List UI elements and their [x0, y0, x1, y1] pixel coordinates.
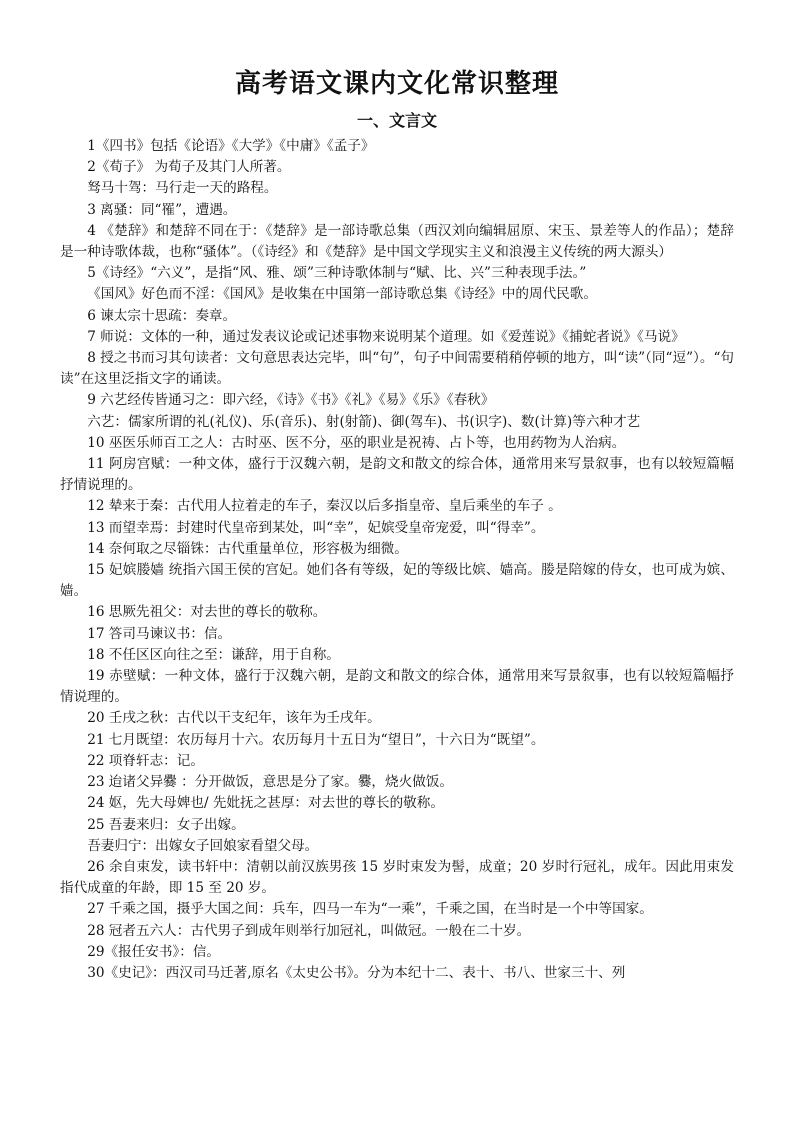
- paragraph: 21 七月既望：农历每月十六。农历每月十五日为“望日”，十六日为“既望”。: [87, 731, 545, 748]
- paragraph: 8 授之书而习其句读者：文句意思表达完毕，叫“句”，句子中间需要稍稍停顿的地方，叫“读”（同“逗”）。“句读”在这里泛指文字的诵读。: [60, 350, 734, 388]
- paragraph: 9 六艺经传皆通习之：即六经，《诗》《书》《礼》《易》《乐》《春秋》: [87, 392, 495, 409]
- paragraph: 11 阿房宫赋：一种文体，盛行于汉魏六朝，是韵文和散文的综合体，通常用来写景叙事，也有以较短篇幅抒情说理的。: [60, 456, 734, 494]
- page-title: 高考语文课内文化常识整理: [234, 69, 559, 99]
- paragraph: 15 妃嫔媵嫱 统指六国王侯的宫妃。她们各有等级，妃的等级比嫔、嫱高。媵是陪嫁的侍女，也可成为嫔、嫱。: [60, 562, 734, 600]
- paragraph: 12 辇来于秦：古代用人拉着走的车子，秦汉以后多指皇帝、皇后乘坐的车子 。: [87, 498, 562, 515]
- paragraph: 28 冠者五六人：古代男子到成年则举行加冠礼，叫做冠。一般在二十岁。: [87, 922, 531, 939]
- paragraph: 4 《楚辞》和楚辞不同在于：《楚辞》是一部诗歌总集（西汉刘向编辑屈原、宋玉、景差等人的作品）；楚辞是一种诗歌体裁，也称“骚体”。（《诗经》和《楚辞》是中国文学现实主义和浪漫主义传统的两大源头）: [60, 222, 734, 261]
- paragraph: 26 余自束发，读书轩中：清朝以前汉族男孩 15 岁时束发为髻，成童；20 岁时行冠礼，成年。因此用束发指代成童的年龄，即 15 至 20 岁。: [60, 858, 734, 897]
- paragraph: 吾妻归宁：出嫁女子回娘家看望父母。: [87, 837, 319, 854]
- paragraph: 22 项脊轩志：记。: [87, 752, 204, 769]
- document-page: [60, 66, 734, 984]
- paragraph: 18 不任区区向往之至：谦辞，用于自称。: [87, 646, 340, 663]
- paragraph: 19 赤壁赋：一种文体，盛行于汉魏六朝，是韵文和散文的综合体，通常用来写景叙事，也有以较短篇幅抒情说理的。: [60, 668, 734, 706]
- paragraph: 6 谏太宗十思疏：奏章。: [87, 307, 237, 324]
- paragraph-list: [60, 136, 734, 984]
- paragraph: 27 千乘之国，摄乎大国之间：兵车，四马一车为“一乘”，千乘之国，在当时是一个中等国家。: [87, 901, 653, 918]
- paragraph: 23 迨诸父异爨 ：分开做饭，意思是分了家。爨，烧火做饭。: [87, 774, 453, 791]
- paragraph: 13 而望幸焉：封建时代皇帝到某处，叫“幸”，妃嫔受皇帝宠爱，叫“得幸”。: [87, 519, 545, 536]
- paragraph: 5《诗经》“六义”，是指“风、雅、颂”三种诗歌体制与“赋、比、兴”三种表现手法。”: [87, 265, 587, 282]
- paragraph: 10 巫医乐师百工之人：古时巫、医不分，巫的职业是祝祷、占卜等，也用药物为人治病。: [87, 434, 626, 451]
- paragraph: 14 奈何取之尽锱铢：古代重量单位，形容极为细微。: [87, 540, 408, 557]
- paragraph: 3 离骚：同“罹”，遭遇。: [87, 201, 237, 218]
- paragraph: 1《四书》包括《论语》《大学》《中庸》《孟子》: [87, 138, 375, 154]
- section-title: 一、文言文: [356, 111, 437, 130]
- paragraph: 2《荀子》 为荀子及其门人所著。: [87, 159, 291, 176]
- paragraph: 24 妪，先大母婢也/ 先妣抚之甚厚：对去世的尊长的敬称。: [87, 795, 444, 812]
- paragraph: 29《报任安书》：信。: [87, 943, 221, 960]
- paragraph: 16 思厥先祖父：对去世的尊长的敬称。: [87, 604, 327, 621]
- paragraph: 30《史记》：西汉司马迁著,原名《太史公书》。分为本纪十二、表十、书八、世家三十、列: [87, 964, 626, 981]
- paragraph: 驽马十驾：马行走一天的路程。: [87, 180, 278, 197]
- paragraph: 六艺：儒家所谓的礼(礼仪)、乐(音乐)、射(射箭)、御(驾车)、书(识字)、数(计算)等六种才艺: [87, 413, 641, 430]
- paragraph: 17 答司马谏议书：信。: [87, 625, 232, 642]
- paragraph: 7 师说：文体的一种，通过发表议论或记述事物来说明某个道理。如《爱莲说》《捕蛇者说》《马说》: [87, 328, 685, 345]
- paragraph: 25 吾妻来归：女子出嫁。: [87, 816, 245, 833]
- paragraph: 20 壬戌之秋：古代以干支纪年，该年为壬戌年。: [87, 710, 381, 727]
- paragraph: 《国风》好色而不淫：《国风》是收集在中国第一部诗歌总集《诗经》中的周代民歌。: [87, 286, 597, 303]
